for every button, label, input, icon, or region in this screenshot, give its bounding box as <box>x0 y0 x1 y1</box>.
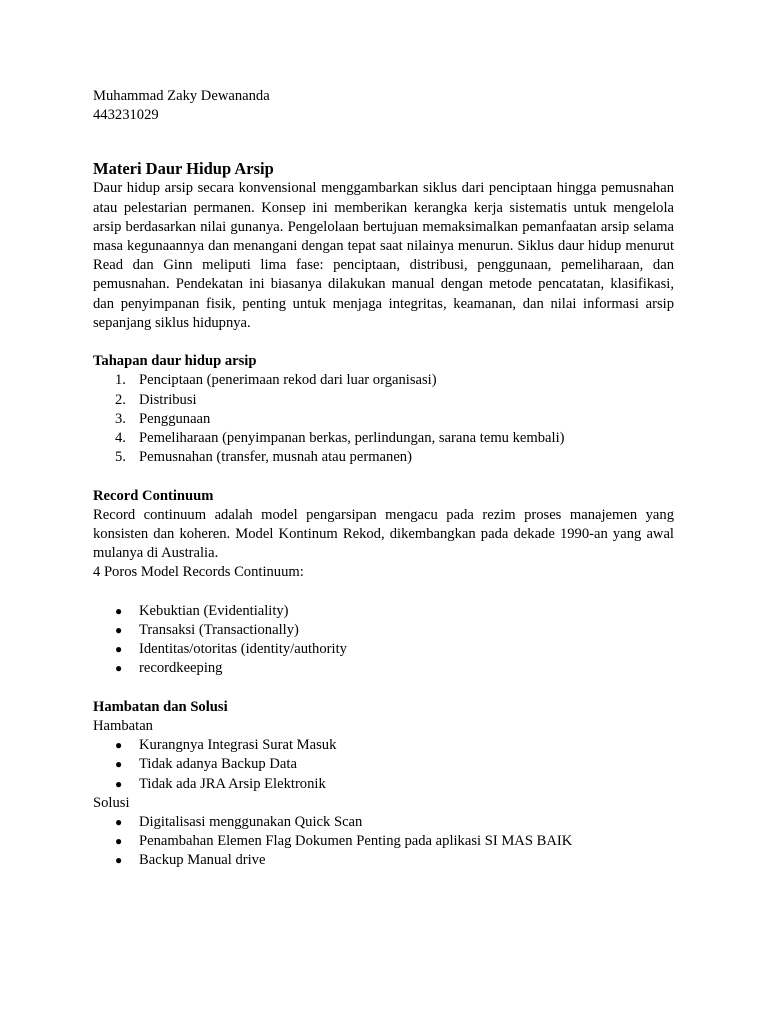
bullet-icon: ● <box>115 661 123 676</box>
tahapan-heading: Tahapan daur hidup arsip <box>93 353 257 370</box>
list-item: 1. Penciptaan (penerimaan rekod dari luar organisasi) <box>115 372 437 389</box>
solusi-list <box>93 813 674 871</box>
list-item: ● Kebuktian (Evidentiality) <box>93 602 674 621</box>
list-item: 4. Pemeliharaan (penyimpanan berkas, perlindungan, sarana temu kembali) <box>115 430 565 447</box>
hambatan-list <box>93 736 674 794</box>
bullet-icon: ● <box>115 603 123 618</box>
list-item: ● Penambahan Elemen Flag Dokumen Penting pada aplikasi SI MAS BAIK <box>93 832 674 851</box>
author-id: 443231029 <box>93 107 159 124</box>
poros-list <box>93 602 674 679</box>
bullet-icon: ● <box>115 757 123 772</box>
record-continuum-heading: Record Continuum <box>93 487 214 504</box>
list-item: ● Tidak ada JRA Arsip Elektronik <box>93 775 674 794</box>
record-continuum-paragraph: Record continuum adalah model pengarsipan mengacu pada rezim proses manajemen yang konsisten dan koheren. Model Kontinum Rekod, dikembangkan pada dekade 1990-an yang awal mulanya di Australia. <box>93 506 674 562</box>
list-item: ● Identitas/otoritas (identity/authority <box>93 640 674 659</box>
bullet-icon: ● <box>115 642 123 657</box>
author-name: Muhammad Zaky Dewananda <box>93 88 270 104</box>
poros-label: 4 Poros Model Records Continuum: <box>93 564 304 581</box>
document-content <box>93 87 674 871</box>
bullet-icon: ● <box>115 853 123 868</box>
list-item: ● Kurangnya Integrasi Surat Masuk <box>93 736 674 755</box>
hambatan-label: Hambatan <box>93 718 153 735</box>
bullet-icon: ● <box>115 738 123 753</box>
solusi-label: Solusi <box>93 794 130 811</box>
hambatan-solusi-heading: Hambatan dan Solusi <box>93 698 228 715</box>
list-item: ● Transaksi (Transactionally) <box>93 621 674 640</box>
list-item: 2. Distribusi <box>115 391 197 408</box>
bullet-icon: ● <box>115 776 123 791</box>
list-item: 3. Penggunaan <box>115 410 211 427</box>
tahapan-list <box>93 371 674 467</box>
document-title: Materi Daur Hidup Arsip <box>93 159 274 179</box>
list-item: 5. Pemusnahan (transfer, musnah atau permanen) <box>115 449 412 466</box>
list-item: ● recordkeeping <box>93 659 674 678</box>
bullet-icon: ● <box>115 834 123 849</box>
list-item: ● Backup Manual drive <box>93 851 674 870</box>
list-item: ● Tidak adanya Backup Data <box>93 755 674 774</box>
intro-paragraph: Daur hidup arsip secara konvensional menggambarkan siklus dari penciptaan hingga pemusnahan atau pelestarian permanen. Konsep ini memberikan kerangka kerja sistematis untuk mengelola arsip berdasarkan nilai gunanya. Pengelolaan bertujuan memaksimalkan pemanfaatan arsip selama masa kegunaannya dan menangani dengan tepat saat nilainya menurun. Siklus daur hidup menurut Read dan Ginn meliputi lima fase: penciptaan, distribusi, penggunaan, pemeliharaan, dan pemusnahan. Pendekatan ini biasanya dilakukan manual dengan metode pencatatan, klasifikasi, dan penyimpanan fisik, penting untuk menjaga integritas, keamanan, dan nilai informasi arsip sepanjang siklus hidupnya. <box>93 180 674 331</box>
bullet-icon: ● <box>115 815 123 830</box>
bullet-icon: ● <box>115 623 123 638</box>
list-item: ● Digitalisasi menggunakan Quick Scan <box>93 813 674 832</box>
